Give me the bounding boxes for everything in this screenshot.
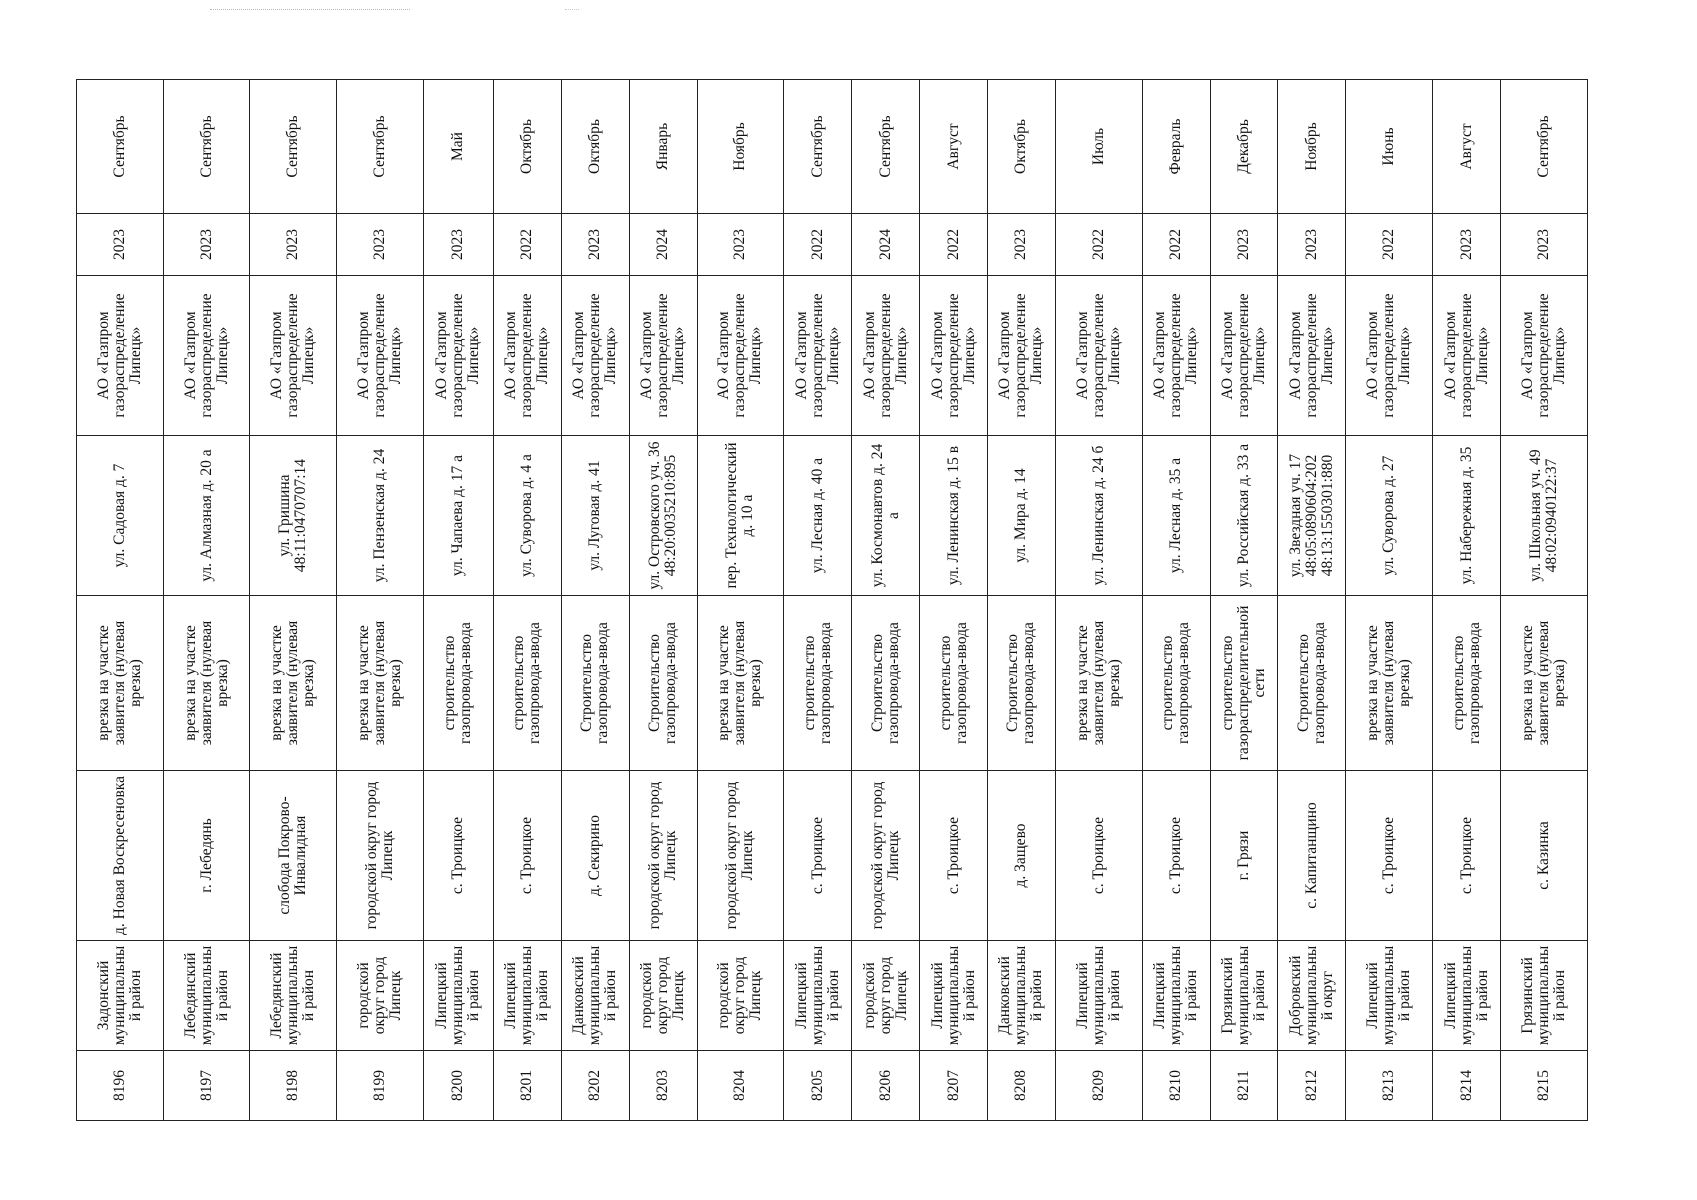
locality-cell: с. Троицкое bbox=[1346, 771, 1433, 941]
work-type-cell: врезка на участке заявителя (нулевая врезка) bbox=[77, 596, 164, 771]
locality-cell: с. Троицкое bbox=[423, 771, 493, 941]
address-cell: ул. Российская д. 33 а bbox=[1210, 436, 1278, 596]
organization-cell: АО «Газпром газораспределение Липецк» bbox=[77, 276, 164, 436]
address-cell: ул. Суворова д. 27 bbox=[1346, 436, 1433, 596]
organization-cell: АО «Газпром газораспределение Липецк» bbox=[697, 276, 784, 436]
row-number: 8205 bbox=[784, 1051, 852, 1121]
locality-cell: с. Капитанщино bbox=[1278, 771, 1346, 941]
work-type-cell: Строительство газопровода-ввода bbox=[561, 596, 629, 771]
district-cell: Липецкий муниципальный район bbox=[1433, 941, 1501, 1051]
year-cell: 2022 bbox=[784, 214, 852, 276]
month-cell: Февраль bbox=[1142, 80, 1210, 214]
work-type-cell: строительство газопровода-ввода bbox=[1142, 596, 1210, 771]
locality-cell: с. Казинка bbox=[1501, 771, 1588, 941]
table-row bbox=[1142, 80, 1210, 1121]
month-cell: Сентябрь bbox=[337, 80, 424, 214]
work-type-cell: врезка на участке заявителя (нулевая врезка) bbox=[250, 596, 337, 771]
work-type-cell: Строительство газопровода-ввода bbox=[852, 596, 920, 771]
year-cell: 2023 bbox=[337, 214, 424, 276]
address-cell: ул. Космонавтов д. 24 а bbox=[852, 436, 920, 596]
table-row bbox=[1346, 80, 1433, 1121]
organization-cell: АО «Газпром газораспределение Липецк» bbox=[1433, 276, 1501, 436]
month-cell: Сентябрь bbox=[77, 80, 164, 214]
year-cell: 2023 bbox=[1501, 214, 1588, 276]
table-row bbox=[1433, 80, 1501, 1121]
district-cell: Липецкий муниципальный район bbox=[920, 941, 988, 1051]
table-row bbox=[77, 80, 164, 1121]
month-cell: Ноябрь bbox=[1278, 80, 1346, 214]
year-cell: 2022 bbox=[1346, 214, 1433, 276]
year-cell: 2022 bbox=[1142, 214, 1210, 276]
row-number: 8210 bbox=[1142, 1051, 1210, 1121]
locality-cell: с. Троицкое bbox=[1055, 771, 1142, 941]
row-number: 8207 bbox=[920, 1051, 988, 1121]
organization-cell: АО «Газпром газораспределение Липецк» bbox=[852, 276, 920, 436]
locality-cell: городской округ город Липецк bbox=[629, 771, 697, 941]
organization-cell: АО «Газпром газораспределение Липецк» bbox=[1501, 276, 1588, 436]
table-row bbox=[250, 80, 337, 1121]
year-cell: 2023 bbox=[77, 214, 164, 276]
month-cell: Сентябрь bbox=[1501, 80, 1588, 214]
table-row bbox=[163, 80, 250, 1121]
work-type-cell: врезка на участке заявителя (нулевая врезка) bbox=[1501, 596, 1588, 771]
month-cell: Май bbox=[423, 80, 493, 214]
address-cell: ул. Набережная д. 35 bbox=[1433, 436, 1501, 596]
year-cell: 2023 bbox=[1433, 214, 1501, 276]
row-number: 8209 bbox=[1055, 1051, 1142, 1121]
district-cell: городской округ город Липецк bbox=[852, 941, 920, 1051]
work-type-cell: строительство газопровода-ввода bbox=[493, 596, 561, 771]
row-number: 8201 bbox=[493, 1051, 561, 1121]
row-number: 8202 bbox=[561, 1051, 629, 1121]
year-cell: 2023 bbox=[1278, 214, 1346, 276]
organization-cell: АО «Газпром газораспределение Липецк» bbox=[1346, 276, 1433, 436]
table-row bbox=[920, 80, 988, 1121]
row-number: 8204 bbox=[697, 1051, 784, 1121]
month-cell: Октябрь bbox=[561, 80, 629, 214]
gasification-table bbox=[76, 79, 1588, 1121]
address-cell: ул. Пензенская д. 24 bbox=[337, 436, 424, 596]
district-cell: Липецкий муниципальный район bbox=[784, 941, 852, 1051]
work-type-cell: врезка на участке заявителя (нулевая врезка) bbox=[1055, 596, 1142, 771]
table-row bbox=[1210, 80, 1278, 1121]
locality-cell: с. Троицкое bbox=[493, 771, 561, 941]
work-type-cell: врезка на участке заявителя (нулевая врезка) bbox=[1346, 596, 1433, 771]
year-cell: 2023 bbox=[988, 214, 1056, 276]
work-type-cell: Строительство газопровода-ввода bbox=[629, 596, 697, 771]
row-number: 8206 bbox=[852, 1051, 920, 1121]
year-cell: 2023 bbox=[423, 214, 493, 276]
row-number: 8198 bbox=[250, 1051, 337, 1121]
month-cell: Октябрь bbox=[493, 80, 561, 214]
locality-cell: слобода Покрово-Инвалидная bbox=[250, 771, 337, 941]
work-type-cell: врезка на участке заявителя (нулевая врезка) bbox=[337, 596, 424, 771]
month-cell: Июль bbox=[1055, 80, 1142, 214]
district-cell: Липецкий муниципальный район bbox=[1346, 941, 1433, 1051]
locality-cell: с. Троицкое bbox=[1433, 771, 1501, 941]
year-cell: 2023 bbox=[163, 214, 250, 276]
district-cell: Данковский муниципальный район bbox=[561, 941, 629, 1051]
organization-cell: АО «Газпром газораспределение Липецк» bbox=[423, 276, 493, 436]
locality-cell: с. Троицкое bbox=[1142, 771, 1210, 941]
month-cell: Январь bbox=[629, 80, 697, 214]
district-cell: Лебедянский муниципальный район bbox=[250, 941, 337, 1051]
month-cell: Август bbox=[920, 80, 988, 214]
year-cell: 2022 bbox=[1055, 214, 1142, 276]
row-number: 8196 bbox=[77, 1051, 164, 1121]
work-type-cell: строительство газораспределительной сети bbox=[1210, 596, 1278, 771]
month-cell: Сентябрь bbox=[852, 80, 920, 214]
year-cell: 2024 bbox=[852, 214, 920, 276]
locality-cell: городской округ город Липецк bbox=[852, 771, 920, 941]
work-type-cell: строительство газопровода-ввода bbox=[1433, 596, 1501, 771]
locality-cell: д. Защево bbox=[988, 771, 1056, 941]
district-cell: Грязинский муниципальный район bbox=[1501, 941, 1588, 1051]
address-cell: ул. Луговая д. 41 bbox=[561, 436, 629, 596]
address-cell: ул. Чапаева д. 17 а bbox=[423, 436, 493, 596]
month-cell: Сентябрь bbox=[163, 80, 250, 214]
locality-cell: с. Троицкое bbox=[920, 771, 988, 941]
organization-cell: АО «Газпром газораспределение Липецк» bbox=[163, 276, 250, 436]
district-cell: городской округ город Липецк bbox=[629, 941, 697, 1051]
row-number: 8200 bbox=[423, 1051, 493, 1121]
month-cell: Сентябрь bbox=[784, 80, 852, 214]
month-cell: Август bbox=[1433, 80, 1501, 214]
work-type-cell: строительство газопровода-ввода bbox=[423, 596, 493, 771]
district-cell: Липецкий муниципальный район bbox=[423, 941, 493, 1051]
address-cell: ул. Ленинская д. 15 в bbox=[920, 436, 988, 596]
address-cell: ул. Ленинская д. 24 б bbox=[1055, 436, 1142, 596]
locality-cell: городской округ город Липецк bbox=[697, 771, 784, 941]
organization-cell: АО «Газпром газораспределение Липецк» bbox=[561, 276, 629, 436]
locality-cell: с. Троицкое bbox=[784, 771, 852, 941]
year-cell: 2023 bbox=[697, 214, 784, 276]
table-row bbox=[561, 80, 629, 1121]
address-cell: ул. Алмазная д. 20 а bbox=[163, 436, 250, 596]
row-number: 8211 bbox=[1210, 1051, 1278, 1121]
row-number: 8203 bbox=[629, 1051, 697, 1121]
district-cell: Данковский муниципальный район bbox=[988, 941, 1056, 1051]
district-cell: Лебедянский муниципальный район bbox=[163, 941, 250, 1051]
row-number: 8197 bbox=[163, 1051, 250, 1121]
row-number: 8213 bbox=[1346, 1051, 1433, 1121]
address-cell: ул. Садовая д. 7 bbox=[77, 436, 164, 596]
district-cell: Добровский муниципальный округ bbox=[1278, 941, 1346, 1051]
month-cell: Июнь bbox=[1346, 80, 1433, 214]
table-row bbox=[493, 80, 561, 1121]
organization-cell: АО «Газпром газораспределение Липецк» bbox=[1142, 276, 1210, 436]
table-row bbox=[988, 80, 1056, 1121]
locality-cell: городской округ город Липецк bbox=[337, 771, 424, 941]
month-cell: Сентябрь bbox=[250, 80, 337, 214]
table-row bbox=[1055, 80, 1142, 1121]
organization-cell: АО «Газпром газораспределение Липецк» bbox=[337, 276, 424, 436]
district-cell: Задонский муниципальный район bbox=[77, 941, 164, 1051]
organization-cell: АО «Газпром газораспределение Липецк» bbox=[1210, 276, 1278, 436]
organization-cell: АО «Газпром газораспределение Липецк» bbox=[1055, 276, 1142, 436]
organization-cell: АО «Газпром газораспределение Липецк» bbox=[493, 276, 561, 436]
organization-cell: АО «Газпром газораспределение Липецк» bbox=[1278, 276, 1346, 436]
address-cell: ул. Лесная д. 35 а bbox=[1142, 436, 1210, 596]
year-cell: 2023 bbox=[1210, 214, 1278, 276]
table-body bbox=[77, 80, 1588, 1121]
table-row bbox=[1278, 80, 1346, 1121]
locality-cell: д. Новая Воскресеновка bbox=[77, 771, 164, 941]
year-cell: 2024 bbox=[629, 214, 697, 276]
address-cell: ул. Суворова д. 4 а bbox=[493, 436, 561, 596]
district-cell: Липецкий муниципальный район bbox=[1055, 941, 1142, 1051]
row-number: 8214 bbox=[1433, 1051, 1501, 1121]
table-row bbox=[852, 80, 920, 1121]
organization-cell: АО «Газпром газораспределение Липецк» bbox=[784, 276, 852, 436]
locality-cell: д. Секирино bbox=[561, 771, 629, 941]
work-type-cell: Строительство газопровода-ввода bbox=[988, 596, 1056, 771]
address-cell: ул. Гришина 48:11:0470707:14 bbox=[250, 436, 337, 596]
address-cell: ул. Островского уч. 36 48:20:0035210:895 bbox=[629, 436, 697, 596]
table-row bbox=[337, 80, 424, 1121]
organization-cell: АО «Газпром газораспределение Липецк» bbox=[988, 276, 1056, 436]
year-cell: 2023 bbox=[250, 214, 337, 276]
table-row bbox=[697, 80, 784, 1121]
locality-cell: г. Грязи bbox=[1210, 771, 1278, 941]
work-type-cell: строительство газопровода-ввода bbox=[920, 596, 988, 771]
table-row bbox=[629, 80, 697, 1121]
month-cell: Ноябрь bbox=[697, 80, 784, 214]
address-cell: ул. Школьная уч. 49 48:02:0940122:37 bbox=[1501, 436, 1588, 596]
address-cell: пер. Технологический д. 10 а bbox=[697, 436, 784, 596]
address-cell: ул. Звездная уч. 17 48:05:0890604:202 48:13:1550301:880 bbox=[1278, 436, 1346, 596]
organization-cell: АО «Газпром газораспределение Липецк» bbox=[629, 276, 697, 436]
row-number: 8212 bbox=[1278, 1051, 1346, 1121]
work-type-cell: Строительство газопровода-ввода bbox=[1278, 596, 1346, 771]
month-cell: Октябрь bbox=[988, 80, 1056, 214]
row-number: 8199 bbox=[337, 1051, 424, 1121]
work-type-cell: строительство газопровода-ввода bbox=[784, 596, 852, 771]
table-row bbox=[423, 80, 493, 1121]
work-type-cell: врезка на участке заявителя (нулевая врезка) bbox=[697, 596, 784, 771]
row-number: 8215 bbox=[1501, 1051, 1588, 1121]
district-cell: городской округ город Липецк bbox=[697, 941, 784, 1051]
work-type-cell: врезка на участке заявителя (нулевая врезка) bbox=[163, 596, 250, 771]
organization-cell: АО «Газпром газораспределение Липецк» bbox=[920, 276, 988, 436]
table-row bbox=[1501, 80, 1588, 1121]
scan-artifact bbox=[210, 9, 410, 10]
district-cell: Липецкий муниципальный район bbox=[1142, 941, 1210, 1051]
district-cell: Грязинский муниципальный район bbox=[1210, 941, 1278, 1051]
year-cell: 2022 bbox=[493, 214, 561, 276]
year-cell: 2023 bbox=[561, 214, 629, 276]
organization-cell: АО «Газпром газораспределение Липецк» bbox=[250, 276, 337, 436]
month-cell: Декабрь bbox=[1210, 80, 1278, 214]
year-cell: 2022 bbox=[920, 214, 988, 276]
scan-artifact bbox=[565, 9, 579, 10]
locality-cell: г. Лебедянь bbox=[163, 771, 250, 941]
table-row bbox=[784, 80, 852, 1121]
district-cell: городской округ город Липецк bbox=[337, 941, 424, 1051]
district-cell: Липецкий муниципальный район bbox=[493, 941, 561, 1051]
address-cell: ул. Мира д. 14 bbox=[988, 436, 1056, 596]
row-number: 8208 bbox=[988, 1051, 1056, 1121]
address-cell: ул. Лесная д. 40 а bbox=[784, 436, 852, 596]
